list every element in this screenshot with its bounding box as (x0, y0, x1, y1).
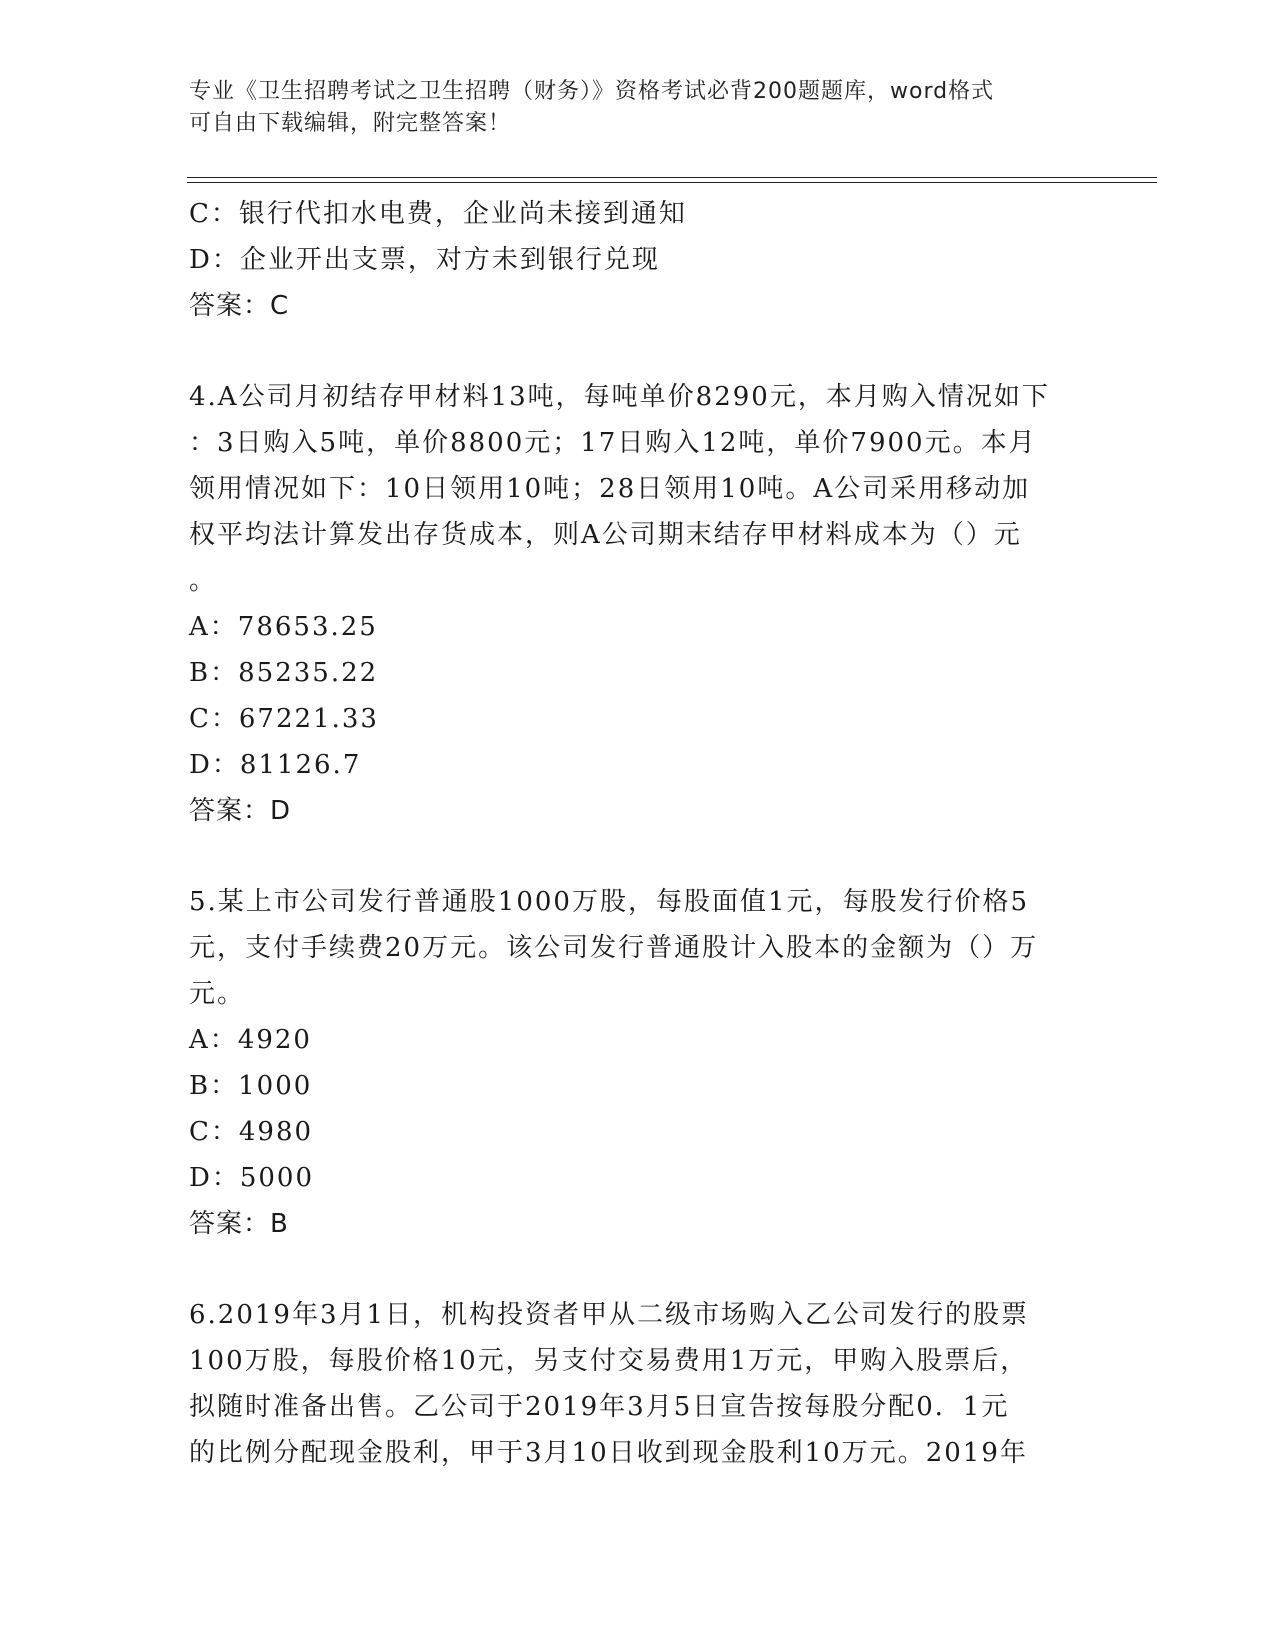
question-4 (189, 374, 1089, 834)
answer-line: 答案：C (189, 291, 290, 321)
answer-line: 答案：D (189, 796, 292, 826)
question-text-line: 的比例分配现金股利，甲于3月10日收到现金股利10万元。2019年 (189, 1438, 1028, 1468)
question-text-line: 4.A公司月初结存甲材料13吨，每吨单价8290元，本月购入情况如下 (189, 382, 1050, 412)
question-text-line: ：3日购入5吨，单价8800元；17日购入12吨，单价7900元。本月 (189, 428, 1037, 458)
spacer (189, 1247, 1089, 1292)
header-divider-top (187, 177, 1157, 178)
question-text-line: 100万股，每股价格10元，另支付交易费用1万元，甲购入股票后， (189, 1346, 1029, 1376)
question-text-line: 5.某上市公司发行普通股1000万股，每股面值1元，每股发行价格5 (189, 887, 1030, 917)
option-a: A：78653.25 (189, 612, 378, 642)
spacer (189, 834, 1089, 879)
header-title-line-2: 可自由下载编辑，附完整答案！ (189, 111, 512, 136)
question-text-line: 拟随时准备出售。乙公司于2019年3月5日宣告按每股分配0．1元 (189, 1392, 1010, 1422)
spacer (189, 329, 1089, 374)
header-title-line-1: 专业《卫生招聘考试之卫生招聘（财务）》资格考试必背200题题库，word格式 (189, 79, 995, 104)
option-b: B：85235.22 (189, 658, 379, 688)
question-text-line: 领用情况如下：10日领用10吨；28日领用10吨。A公司采用移动加 (189, 474, 1031, 504)
header-divider-bottom (187, 182, 1157, 183)
question-text-line: 权平均法计算发出存货成本，则A公司期末结存甲材料成本为（）元 (189, 520, 1022, 550)
question-text-line: 。 (189, 566, 218, 596)
option-d: D：企业开出支票，对方未到银行兑现 (189, 245, 660, 275)
question-text-line: 元，支付手续费20万元。该公司发行普通股计入股本的金额为（）万 (189, 933, 1039, 963)
option-a: A：4920 (189, 1025, 312, 1055)
page-content (189, 191, 1089, 1476)
option-c: C：银行代扣水电费，企业尚未接到通知 (189, 199, 687, 229)
option-b: B：1000 (189, 1071, 313, 1101)
option-d: D：5000 (189, 1163, 315, 1193)
option-d: D：81126.7 (189, 750, 362, 780)
option-c: C：4980 (189, 1117, 314, 1147)
question-6 (189, 1292, 1089, 1476)
question-5 (189, 879, 1089, 1247)
option-c: C：67221.33 (189, 704, 379, 734)
question-text-line: 元。 (189, 979, 246, 1009)
document-header (189, 76, 1069, 140)
question-text-line: 6.2019年3月1日，机构投资者甲从二级市场购入乙公司发行的股票 (189, 1300, 1030, 1330)
question-3 (189, 191, 1089, 329)
answer-line: 答案：B (189, 1209, 289, 1239)
